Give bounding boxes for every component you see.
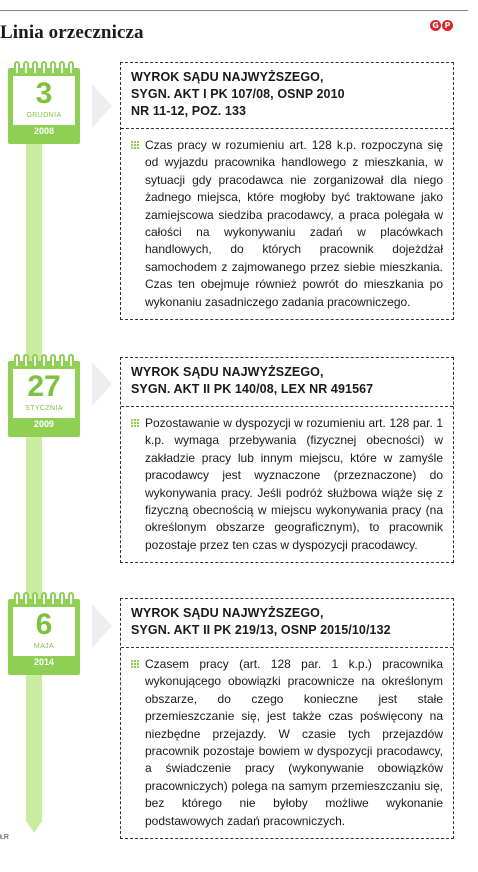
ruling-title-line: SYGN. AKT II PK 219/13, OSNP 2015/10/132 <box>131 623 391 637</box>
brand-logo <box>430 20 453 31</box>
calendar-year: 2009 <box>13 418 75 431</box>
grid-bullet-icon <box>131 660 140 669</box>
calendar-month: GRUDNIA <box>26 112 62 119</box>
calendar-date-1 <box>8 68 80 144</box>
ruling-title-line: WYROK SĄDU NAJWYŻSZEGO, <box>131 606 324 620</box>
card-pointer-arrow <box>92 362 112 406</box>
calendar-rings <box>8 354 80 368</box>
ruling-card-3 <box>120 598 454 839</box>
timeline-spine <box>26 110 42 822</box>
ruling-title <box>131 69 443 120</box>
ruling-summary-text: Czasem pracy (art. 128 par. 1 k.p.) pracownika wykonującego obowiązki pracownicze na określonym obszarze, do czego konieczne jest stałe przemieszczanie się, jest także czas poświęcony na niezbędne przejazdy. W czasie tych przejazdów pracownik pozostaje bowiem w dyspozycji pracodawcy, a świadczenie pracy (wykonywanie obowiązków pracowniczych) polega na samym przemieszczaniu się, bez którego nie byłoby możliwe wykonanie podstawowych zadań pracowniczych. <box>145 657 443 828</box>
calendar-month: STYCZNIA <box>25 405 63 412</box>
page-title: Linia orzecznicza <box>0 22 144 43</box>
calendar-day: 6 <box>35 608 53 641</box>
card-divider <box>121 647 453 648</box>
ruling-title <box>131 605 443 639</box>
card-pointer-arrow <box>92 604 112 648</box>
grid-bullet-icon <box>131 419 140 428</box>
ruling-summary <box>131 137 443 311</box>
ruling-card-1 <box>120 62 454 320</box>
calendar-year: 2008 <box>13 125 75 138</box>
ruling-title-line: SYGN. AKT I PK 107/08, OSNP 2010 <box>131 87 345 101</box>
timeline-arrow-tip <box>26 821 42 833</box>
calendar-rings <box>8 592 80 606</box>
calendar-face <box>13 76 75 138</box>
brand-logo-letter-g: G <box>430 20 441 31</box>
calendar-day: 3 <box>35 77 53 110</box>
ruling-title-line: WYROK SĄDU NAJWYŻSZEGO, <box>131 70 324 84</box>
top-rule <box>0 10 468 11</box>
calendar-date-3 <box>8 599 80 675</box>
ruling-summary <box>131 656 443 830</box>
ruling-card-2 <box>120 357 454 563</box>
ruling-title <box>131 364 443 398</box>
ruling-summary-text: Czas pracy w rozumieniu art. 128 k.p. rozpoczyna się od wyjazdu pracownika handlowego z mieszkania, w sytuacji gdy pracodawca nie zorganizował dla niego żadnego miejsca, które mogłoby być traktowane jako zamiejscowa siedziba pracodawcy, a praca polegała w całości na wykonywaniu zadań w placówkach handlowych, do których pracownik dojeżdżał samochodem z zajmowanego przez siebie mieszkania. Czas ten obejmuje również powrót do mieszkania po wykonaniu zasadniczego zadania pracowniczego. <box>145 138 443 309</box>
calendar-rings <box>8 61 80 75</box>
calendar-face <box>13 607 75 669</box>
calendar-face <box>13 369 75 431</box>
calendar-date-2 <box>8 361 80 437</box>
card-divider <box>121 406 453 407</box>
ruling-summary-text: Pozostawanie w dyspozycji w rozumieniu art. 128 par. 1 k.p. wymaga przebywania (fizycznej obecności) w zakładzie pracy lub innym miejscu, które w zamyśle pracodawcy jest wyznaczone (przeznaczone) do wykonywania pracy. Jeśli podróż służbowa wiąże się z fizyczną obecnością w miejscu wykonywania pracy (na określonym obszarze geograficznym), to pracownik pozostaje przez ten czas w dyspozycji pracodawcy. <box>145 416 443 552</box>
brand-logo-letter-p: P <box>442 20 453 31</box>
grid-bullet-icon <box>131 141 140 150</box>
ruling-title-line: WYROK SĄDU NAJWYŻSZEGO, <box>131 365 324 379</box>
author-credit: ŁR <box>0 834 9 841</box>
ruling-summary <box>131 415 443 554</box>
card-divider <box>121 128 453 129</box>
ruling-title-line: NR 11-12, POZ. 133 <box>131 104 247 118</box>
calendar-month: MAJA <box>33 643 55 650</box>
calendar-year: 2014 <box>13 656 75 669</box>
card-pointer-arrow <box>92 84 112 128</box>
ruling-title-line: SYGN. AKT II PK 140/08, LEX NR 491567 <box>131 382 374 396</box>
calendar-day: 27 <box>27 370 61 403</box>
